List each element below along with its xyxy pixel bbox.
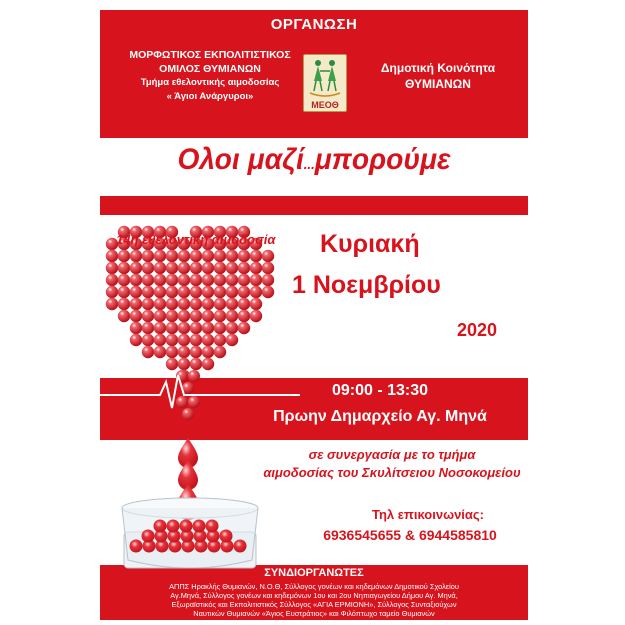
heart-drop: [226, 262, 238, 274]
co-organizers-line: Εξωραϊστικός και Εκπολιτιστικός Σύλλογος «ΑΓΙΑ ΕΡΜΙΟΝΗ», Σύλλογος Συνταξιούχων: [171, 600, 457, 609]
heart-drop: [178, 346, 190, 358]
heart-drop: [226, 334, 238, 346]
heart-drop: [166, 346, 178, 358]
heart-drop: [178, 262, 190, 274]
heart-drop: [166, 298, 178, 310]
heart-drop: [166, 250, 178, 262]
heart-drop: [130, 310, 142, 322]
heart-drop: [142, 346, 154, 358]
heart-drop: [262, 250, 274, 262]
contact-phones: 6936545655 & 6944585810: [323, 527, 497, 543]
heart-drop: [106, 274, 118, 286]
heart-drop: [202, 250, 214, 262]
heart-drop: [166, 358, 178, 370]
glass-bowl-icon: [122, 498, 258, 568]
heart-drop: [238, 262, 250, 274]
heart-drop: [154, 322, 166, 334]
cooperation-line-1: σε συνεργασία με το τμήμα: [308, 447, 476, 462]
heart-drop: [226, 310, 238, 322]
bowl-drop: [193, 520, 206, 533]
heart-drop: [202, 322, 214, 334]
heart-drop: [166, 322, 178, 334]
heart-drop: [154, 346, 166, 358]
heart-drop: [154, 262, 166, 274]
heart-drop: [106, 250, 118, 262]
event-year: 2020: [457, 320, 498, 340]
bowl-drop: [180, 520, 193, 533]
logo-text: ΜΕΟΘ: [311, 100, 339, 110]
heart-drop: [202, 286, 214, 298]
co-organizers-title: ΣΥΝΔΙΟΡΓΑΝΩΤΕΣ: [264, 567, 364, 579]
event-venue: Πρωην Δημαρχείο Αγ. Μηνά: [273, 408, 487, 425]
heart-drop: [262, 274, 274, 286]
heart-drop: [142, 310, 154, 322]
heart-drop: [202, 274, 214, 286]
heart-drop: [178, 286, 190, 298]
heart-drop: [238, 286, 250, 298]
heart-drop: [214, 286, 226, 298]
heart-drop: [118, 310, 130, 322]
slogan-part-2: μπορούμε: [314, 143, 451, 176]
bowl-drop: [220, 530, 233, 543]
slogan-dots: ...: [303, 156, 315, 172]
heart-drop: [130, 322, 142, 334]
heart-drop: [190, 262, 202, 274]
co-organizers-line: ΑΠΠΣ Ηρακλής Θυμιανών, Ν.Ο.Θ, Σύλλογος γονέων και κηδεμόνων Δημοτικού Σχολείου: [169, 582, 459, 591]
heart-drop: [226, 298, 238, 310]
heart-drop: [238, 298, 250, 310]
heart-drop: [142, 286, 154, 298]
heart-drop: [142, 334, 154, 346]
heart-drop: [214, 310, 226, 322]
organizer-left-line-4: « Άγιοι Ανάργυροι»: [166, 91, 254, 102]
heart-drop: [214, 274, 226, 286]
heart-drop: [178, 334, 190, 346]
drive-label: 14η εθελοντική αιμοδοσία: [116, 232, 276, 247]
heart-drop: [214, 346, 226, 358]
heart-drop: [202, 346, 214, 358]
heart-drop: [130, 334, 142, 346]
bowl-drop: [130, 540, 143, 553]
organizer-left-line-1: ΜΟΡΦΩΤΙΚΟΣ ΕΚΠΟΛΙΤΙΣΤΙΚΟΣ: [129, 49, 291, 61]
heart-drop: [106, 298, 118, 310]
poster: [100, 10, 528, 620]
heart-drop: [250, 250, 262, 262]
heart-drop: [202, 334, 214, 346]
heart-drop: [130, 250, 142, 262]
heart-drop: [130, 298, 142, 310]
heart-drop: [190, 250, 202, 262]
heart-drop: [202, 298, 214, 310]
heart-drop: [106, 262, 118, 274]
organizer-left-line-2: ΟΜΙΛΟΣ ΘΥΜΙΑΝΩΝ: [159, 63, 261, 75]
organizer-left-line-3: Τμήμα εθελοντικής αιμοδοσίας: [140, 77, 280, 88]
heart-drop: [166, 262, 178, 274]
event-hours: 09:00 - 13:30: [331, 382, 429, 399]
heart-drop: [178, 274, 190, 286]
heart-drop: [178, 358, 190, 370]
heart-drop: [226, 286, 238, 298]
co-organizers-list: [104, 582, 524, 618]
cooperation-line-2: αιμοδοσίας του Σκυλίτσειου Νοσοκομείου: [263, 465, 521, 480]
heart-drop: [238, 274, 250, 286]
co-organizers-line: Ναυτικών Θυμιανών «Άγιος Ευστράτιος» και Φιλόπτωχο ταμείο Θυμιανών: [193, 609, 435, 618]
heart-drop: [238, 250, 250, 262]
heart-drop: [154, 250, 166, 262]
heart-drop: [262, 262, 274, 274]
heart-drop: [190, 310, 202, 322]
heart-drop: [214, 250, 226, 262]
heart-drop: [154, 274, 166, 286]
heart-drop: [118, 250, 130, 262]
bowl-drop: [142, 530, 155, 543]
bowl-drop: [234, 540, 247, 553]
heart-drop: [190, 334, 202, 346]
heart-drop: [154, 310, 166, 322]
heart-drop: [238, 310, 250, 322]
heart-drop: [214, 298, 226, 310]
heart-drop: [202, 310, 214, 322]
heart-drop: [190, 346, 202, 358]
heart-drop: [250, 262, 262, 274]
heart-drop: [250, 286, 262, 298]
heart-drop: [226, 250, 238, 262]
heart-drop: [202, 358, 214, 370]
heart-drop: [226, 274, 238, 286]
heart-drop: [238, 322, 250, 334]
heart-drop: [142, 274, 154, 286]
heart-drop: [142, 262, 154, 274]
heart-drop: [176, 396, 188, 408]
heart-drop: [190, 286, 202, 298]
heart-drop: [154, 286, 166, 298]
heart-drop: [190, 358, 202, 370]
heart-drop: [190, 322, 202, 334]
event-day: Κυριακή: [320, 230, 420, 258]
bowl-drop: [206, 520, 219, 533]
organizer-right-line-1: Δημοτική Κοινότητα: [380, 61, 496, 75]
heart-drop: [214, 262, 226, 274]
co-organizers-line: Αγ.Μηνά, Σύλλογος γονέων και κηδεμόνων 1ου και 2ου Νηπιαγωγείου Δήμου Αγ. Μηνά,: [170, 591, 458, 600]
heart-drop: [250, 298, 262, 310]
heart-drop: [214, 334, 226, 346]
heart-drop: [262, 286, 274, 298]
heart-drop: [118, 298, 130, 310]
heart-drop: [166, 274, 178, 286]
heart-drop: [142, 250, 154, 262]
heart-drop: [188, 370, 200, 382]
heart-drop: [130, 286, 142, 298]
heart-drop: [178, 298, 190, 310]
contact-label: Τηλ επικοινωνίας:: [372, 507, 484, 522]
heart-drop: [190, 274, 202, 286]
heart-drop: [214, 322, 226, 334]
heart-drop: [190, 298, 202, 310]
heart-drop: [118, 262, 130, 274]
heart-drop: [142, 298, 154, 310]
heart-drop: [130, 274, 142, 286]
heart-drop: [142, 322, 154, 334]
heart-drop: [166, 286, 178, 298]
heart-drop: [118, 274, 130, 286]
heart-drop: [202, 262, 214, 274]
heart-drop: [226, 322, 238, 334]
heart-drop: [106, 286, 118, 298]
heart-drop: [188, 396, 200, 408]
heart-drop: [182, 408, 194, 420]
heart-drop: [178, 322, 190, 334]
heart-drop: [118, 286, 130, 298]
heart-drop: [130, 262, 142, 274]
bowl-drop: [154, 520, 167, 533]
bowl-drop: [167, 520, 180, 533]
event-date: 1 Νοεμβρίου: [292, 271, 441, 299]
heart-drop: [250, 310, 262, 322]
organization-title: ΟΡΓΑΝΩΣΗ: [270, 16, 358, 33]
heart-drop: [178, 250, 190, 262]
heart-drop: [250, 274, 262, 286]
organizer-right-line-2: ΘΥΜΙΑΝΩΝ: [405, 77, 471, 91]
heart-drop: [178, 310, 190, 322]
heart-drop: [166, 310, 178, 322]
heart-drop: [166, 334, 178, 346]
heart-drop: [154, 334, 166, 346]
heart-drop: [154, 298, 166, 310]
slogan-part-1: Ολοι μαζί: [177, 143, 304, 176]
